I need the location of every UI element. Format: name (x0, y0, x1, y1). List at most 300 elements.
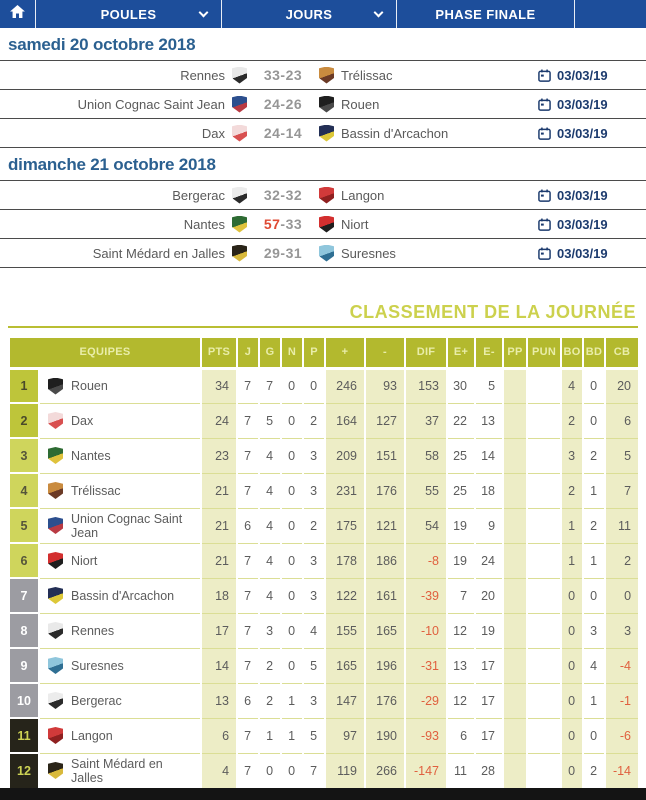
stat-cell-bd: 1 (583, 543, 605, 578)
stat-cell-ep: 13 (447, 648, 475, 683)
column-header: E+ (447, 338, 475, 368)
match-date-label: 03/03/19 (557, 245, 608, 261)
stat-cell-p: 3 (303, 683, 325, 718)
stat-cell-pts: 14 (201, 648, 237, 683)
stat-cell-dif: 58 (405, 438, 447, 473)
stat-cell-bo: 1 (561, 543, 583, 578)
home-score: 57 (263, 216, 281, 232)
match-date-label: 03/03/19 (557, 67, 608, 83)
stat-cell-bo: 3 (561, 438, 583, 473)
stat-cell-dif: -29 (405, 683, 447, 718)
column-header: CB (605, 338, 639, 368)
rank-cell: 1 (9, 368, 39, 403)
home-team-crest-icon (232, 67, 247, 84)
stat-cell-plus: 97 (325, 718, 365, 753)
stat-cell-n: 0 (281, 613, 303, 648)
team-cell[interactable] (39, 438, 201, 473)
stat-cell-g: 2 (259, 683, 281, 718)
stat-cell-p: 5 (303, 718, 325, 753)
team-cell[interactable] (39, 473, 201, 508)
home-score: 29 (263, 245, 281, 261)
away-team-name: Trélissac (341, 67, 393, 83)
stat-cell-g: 4 (259, 438, 281, 473)
stat-cell-cb: 6 (605, 403, 639, 438)
table-row (9, 683, 639, 718)
table-row (9, 613, 639, 648)
standings-title-rule (8, 326, 638, 328)
stat-cell-g: 7 (259, 368, 281, 403)
stat-cell-cb: 0 (605, 578, 639, 613)
stat-cell-p: 0 (303, 368, 325, 403)
score-separator: - (280, 125, 286, 141)
column-header: BD (583, 338, 605, 368)
stat-cell-em: 28 (475, 753, 503, 788)
match-date-label: 03/03/19 (557, 125, 608, 141)
home-team-name: Union Cognac Saint Jean (77, 96, 225, 112)
team-crest-icon (48, 412, 63, 429)
away-team-name: Niort (341, 216, 369, 232)
team-name: Saint Médard en Jalles (71, 756, 163, 785)
team-name: Nantes (71, 448, 111, 463)
column-header: - (365, 338, 405, 368)
team-cell[interactable] (39, 753, 201, 788)
team-cell[interactable] (39, 508, 201, 543)
team-name: Niort (71, 553, 98, 568)
stat-cell-pts: 23 (201, 438, 237, 473)
stat-cell-p: 5 (303, 648, 325, 683)
stat-cell-j: 7 (237, 438, 259, 473)
match-row[interactable] (0, 238, 646, 267)
stat-cell-pp (503, 508, 527, 543)
table-row (9, 718, 639, 753)
match-score (247, 245, 319, 261)
stat-cell-g: 4 (259, 578, 281, 613)
home-team-crest-icon (232, 245, 247, 262)
score-separator: - (280, 216, 286, 232)
rank-cell: 6 (9, 543, 39, 578)
stat-cell-plus: 175 (325, 508, 365, 543)
stat-cell-pts: 6 (201, 718, 237, 753)
stat-cell-bd: 0 (583, 368, 605, 403)
stat-cell-j: 6 (237, 508, 259, 543)
column-header: DIF (405, 338, 447, 368)
team-cell[interactable] (39, 403, 201, 438)
stat-cell-n: 0 (281, 438, 303, 473)
stat-cell-pts: 17 (201, 613, 237, 648)
away-team-name: Rouen (341, 96, 380, 112)
stat-cell-g: 5 (259, 403, 281, 438)
team-name: Langon (71, 728, 113, 743)
home-team-crest-icon (232, 187, 247, 204)
date-heading: samedi 20 octobre 2018 (8, 35, 196, 54)
stat-cell-pp (503, 753, 527, 788)
calendar-icon (538, 189, 551, 202)
rank-cell: 12 (9, 753, 39, 788)
stat-cell-bo: 2 (561, 403, 583, 438)
table-row (9, 543, 639, 578)
away-team-crest-icon (319, 67, 334, 84)
stat-cell-pp (503, 613, 527, 648)
stat-cell-g: 0 (259, 753, 281, 788)
match-row[interactable] (0, 209, 646, 238)
stat-cell-dif: -31 (405, 648, 447, 683)
team-name: Bassin d'Arcachon (71, 588, 175, 603)
calendar-icon (538, 98, 551, 111)
stat-cell-j: 7 (237, 368, 259, 403)
table-row (9, 438, 639, 473)
stat-cell-cb: 7 (605, 473, 639, 508)
away-team-crest-icon (319, 216, 334, 233)
stat-cell-pts: 34 (201, 368, 237, 403)
away-score: 32 (285, 187, 303, 203)
stat-cell-pun (527, 403, 561, 438)
stat-cell-bo: 2 (561, 473, 583, 508)
table-row (9, 368, 639, 403)
team-crest-icon (48, 482, 63, 499)
match-date (538, 246, 646, 261)
stat-cell-pts: 21 (201, 508, 237, 543)
stat-cell-cb: 20 (605, 368, 639, 403)
stat-cell-bo: 0 (561, 613, 583, 648)
stat-cell-plus: 165 (325, 648, 365, 683)
stat-cell-j: 7 (237, 403, 259, 438)
standings-title: CLASSEMENT DE LA JOURNÉE (349, 302, 636, 322)
stat-cell-minus: 186 (365, 543, 405, 578)
stat-cell-bo: 0 (561, 683, 583, 718)
away-score: 26 (285, 96, 303, 112)
stat-cell-j: 7 (237, 718, 259, 753)
team-cell[interactable] (39, 543, 201, 578)
nav-item-phase-finale[interactable] (397, 0, 575, 28)
table-row (9, 578, 639, 613)
stat-cell-pp (503, 648, 527, 683)
stat-cell-pun (527, 718, 561, 753)
stat-cell-minus: 161 (365, 578, 405, 613)
home-icon (10, 5, 25, 23)
score-separator: - (280, 67, 286, 83)
stat-cell-p: 3 (303, 473, 325, 508)
team-name: Rennes (71, 623, 115, 638)
stat-cell-pp (503, 438, 527, 473)
nav-item-jours[interactable] (222, 0, 397, 28)
stat-cell-pts: 21 (201, 543, 237, 578)
stat-cell-n: 0 (281, 473, 303, 508)
away-score: 23 (285, 67, 303, 83)
stat-cell-dif: 153 (405, 368, 447, 403)
column-header: E- (475, 338, 503, 368)
stat-cell-ep: 12 (447, 613, 475, 648)
match-date (538, 97, 646, 112)
match-score (247, 187, 319, 203)
stat-cell-ep: 12 (447, 683, 475, 718)
stat-cell-pun (527, 753, 561, 788)
stat-cell-g: 4 (259, 543, 281, 578)
column-header: PP (503, 338, 527, 368)
stat-cell-plus: 231 (325, 473, 365, 508)
stat-cell-minus: 266 (365, 753, 405, 788)
match-row[interactable] (0, 89, 646, 118)
rank-cell: 5 (9, 508, 39, 543)
team-crest-icon (48, 692, 63, 709)
match-date-label: 03/03/19 (557, 216, 608, 232)
stat-cell-n: 0 (281, 648, 303, 683)
stat-cell-dif: -93 (405, 718, 447, 753)
team-cell[interactable] (39, 368, 201, 403)
stat-cell-minus: 176 (365, 473, 405, 508)
away-team-name: Bassin d'Arcachon (341, 125, 449, 141)
team-cell[interactable] (39, 613, 201, 648)
stat-cell-dif: 37 (405, 403, 447, 438)
stat-cell-bo: 0 (561, 578, 583, 613)
match-row[interactable] (0, 180, 646, 209)
stat-cell-minus: 196 (365, 648, 405, 683)
stat-cell-pts: 4 (201, 753, 237, 788)
match-date-label: 03/03/19 (557, 96, 608, 112)
stat-cell-j: 6 (237, 683, 259, 718)
away-team-name: Suresnes (341, 245, 396, 261)
top-nav (0, 0, 646, 28)
stat-cell-plus: 122 (325, 578, 365, 613)
stat-cell-p: 7 (303, 753, 325, 788)
stat-cell-plus: 119 (325, 753, 365, 788)
stat-cell-em: 17 (475, 648, 503, 683)
stat-cell-dif: 54 (405, 508, 447, 543)
stat-cell-dif: -8 (405, 543, 447, 578)
table-row (9, 508, 639, 543)
stat-cell-g: 4 (259, 473, 281, 508)
table-row (9, 403, 639, 438)
standings-header-row (9, 338, 639, 368)
match-date-label: 03/03/19 (557, 187, 608, 203)
column-header: + (325, 338, 365, 368)
stat-cell-bd: 0 (583, 578, 605, 613)
stat-cell-plus: 209 (325, 438, 365, 473)
stat-cell-pts: 21 (201, 473, 237, 508)
stat-cell-p: 2 (303, 508, 325, 543)
team-cell[interactable] (39, 683, 201, 718)
team-crest-icon (48, 587, 63, 604)
match-days (0, 28, 646, 268)
stat-cell-pts: 18 (201, 578, 237, 613)
team-crest-icon (48, 622, 63, 639)
away-team-crest-icon (319, 125, 334, 142)
rank-cell: 3 (9, 438, 39, 473)
stat-cell-ep: 25 (447, 473, 475, 508)
match-list (0, 180, 646, 268)
stat-cell-dif: -39 (405, 578, 447, 613)
stat-cell-em: 17 (475, 683, 503, 718)
stat-cell-bd: 2 (583, 508, 605, 543)
home-team-crest-icon (232, 216, 247, 233)
home-team-name: Saint Médard en Jalles (92, 245, 225, 261)
stat-cell-em: 24 (475, 543, 503, 578)
score-separator: - (280, 187, 286, 203)
stat-cell-dif: -147 (405, 753, 447, 788)
match-date (538, 68, 646, 83)
away-score: 14 (285, 125, 303, 141)
home-score: 33 (263, 67, 281, 83)
stat-cell-n: 0 (281, 543, 303, 578)
rank-cell: 4 (9, 473, 39, 508)
stat-cell-pun (527, 578, 561, 613)
stat-cell-n: 0 (281, 753, 303, 788)
stat-cell-pts: 13 (201, 683, 237, 718)
stat-cell-pp (503, 578, 527, 613)
column-header: J (237, 338, 259, 368)
stat-cell-cb: -1 (605, 683, 639, 718)
column-header: G (259, 338, 281, 368)
rank-cell: 7 (9, 578, 39, 613)
stat-cell-cb: 5 (605, 438, 639, 473)
match-score (247, 67, 319, 83)
match-date (538, 126, 646, 141)
stat-cell-plus: 164 (325, 403, 365, 438)
stat-cell-pp (503, 473, 527, 508)
nav-item-label: JOURS (285, 6, 333, 22)
team-cell[interactable] (39, 718, 201, 753)
stat-cell-n: 1 (281, 718, 303, 753)
stat-cell-bd: 3 (583, 613, 605, 648)
stat-cell-em: 9 (475, 508, 503, 543)
team-crest-icon (48, 378, 63, 395)
team-crest-icon (48, 552, 63, 569)
stat-cell-minus: 190 (365, 718, 405, 753)
stat-cell-n: 0 (281, 578, 303, 613)
stat-cell-pp (503, 718, 527, 753)
standings-table (8, 338, 640, 789)
table-row (9, 648, 639, 683)
stat-cell-bd: 1 (583, 683, 605, 718)
stat-cell-j: 7 (237, 753, 259, 788)
home-score: 32 (263, 187, 281, 203)
stat-cell-pun (527, 438, 561, 473)
nav-item-poules[interactable] (36, 0, 222, 28)
stat-cell-dif: 55 (405, 473, 447, 508)
rank-cell: 10 (9, 683, 39, 718)
stat-cell-g: 3 (259, 613, 281, 648)
date-heading: dimanche 21 octobre 2018 (8, 155, 216, 174)
stat-cell-pun (527, 613, 561, 648)
home-team-crest-icon (232, 96, 247, 113)
stat-cell-cb: 2 (605, 543, 639, 578)
match-row[interactable] (0, 118, 646, 147)
team-name: Rouen (71, 379, 108, 393)
bottom-bar (0, 788, 646, 800)
stat-cell-cb: -6 (605, 718, 639, 753)
match-score (247, 125, 319, 141)
team-name: Bergerac (71, 693, 122, 708)
stat-cell-ep: 19 (447, 508, 475, 543)
stat-cell-pts: 24 (201, 403, 237, 438)
team-crest-icon (48, 517, 63, 534)
home-score: 24 (263, 125, 281, 141)
away-team-crest-icon (319, 96, 334, 113)
stat-cell-p: 3 (303, 543, 325, 578)
match-score (247, 216, 319, 232)
home-button[interactable] (0, 0, 36, 28)
stat-cell-minus: 176 (365, 683, 405, 718)
match-date (538, 217, 646, 232)
stat-cell-em: 19 (475, 613, 503, 648)
stat-cell-minus: 165 (365, 613, 405, 648)
team-crest-icon (48, 447, 63, 464)
stat-cell-plus: 178 (325, 543, 365, 578)
stat-cell-minus: 93 (365, 368, 405, 403)
team-crest-icon (48, 762, 63, 779)
stat-cell-minus: 121 (365, 508, 405, 543)
stat-cell-ep: 6 (447, 718, 475, 753)
stat-cell-plus: 246 (325, 368, 365, 403)
team-name: Trélissac (71, 483, 121, 498)
table-row (9, 753, 639, 788)
team-cell[interactable] (39, 648, 201, 683)
stat-cell-j: 7 (237, 613, 259, 648)
home-team-name: Rennes (180, 67, 225, 83)
score-separator: - (280, 245, 286, 261)
nav-item-label: PHASE FINALE (435, 6, 536, 22)
stat-cell-bd: 2 (583, 438, 605, 473)
stat-cell-ep: 30 (447, 368, 475, 403)
stat-cell-pp (503, 543, 527, 578)
rank-cell: 8 (9, 613, 39, 648)
stat-cell-bo: 1 (561, 508, 583, 543)
stat-cell-j: 7 (237, 648, 259, 683)
stat-cell-cb: 3 (605, 613, 639, 648)
stat-cell-em: 17 (475, 718, 503, 753)
stat-cell-cb: -4 (605, 648, 639, 683)
chevron-down-icon (199, 8, 209, 18)
stat-cell-em: 13 (475, 403, 503, 438)
stat-cell-pun (527, 648, 561, 683)
stat-cell-g: 2 (259, 648, 281, 683)
away-team-name: Langon (341, 187, 385, 203)
nav-filler (575, 0, 646, 28)
stat-cell-cb: -14 (605, 753, 639, 788)
nav-item-label: POULES (100, 6, 157, 22)
away-team-crest-icon (319, 187, 334, 204)
stat-cell-n: 1 (281, 683, 303, 718)
away-score: 31 (285, 245, 303, 261)
stat-cell-bd: 2 (583, 753, 605, 788)
stat-cell-pun (527, 473, 561, 508)
stat-cell-pp (503, 368, 527, 403)
score-separator: - (280, 96, 286, 112)
team-cell[interactable] (39, 578, 201, 613)
stat-cell-bd: 1 (583, 473, 605, 508)
stat-cell-cb: 11 (605, 508, 639, 543)
calendar-icon (538, 218, 551, 231)
away-team-crest-icon (319, 245, 334, 262)
column-header: P (303, 338, 325, 368)
match-list (0, 60, 646, 148)
match-row[interactable] (0, 60, 646, 89)
stat-cell-plus: 147 (325, 683, 365, 718)
stat-cell-g: 4 (259, 508, 281, 543)
stat-cell-p: 3 (303, 438, 325, 473)
stat-cell-plus: 155 (325, 613, 365, 648)
stat-cell-n: 0 (281, 368, 303, 403)
calendar-icon (538, 127, 551, 140)
match-date (538, 188, 646, 203)
stat-cell-p: 4 (303, 613, 325, 648)
away-score: 33 (285, 216, 303, 232)
team-crest-icon (48, 657, 63, 674)
stat-cell-ep: 19 (447, 543, 475, 578)
chevron-down-icon (374, 8, 384, 18)
column-header: N (281, 338, 303, 368)
stat-cell-ep: 11 (447, 753, 475, 788)
stat-cell-pp (503, 683, 527, 718)
